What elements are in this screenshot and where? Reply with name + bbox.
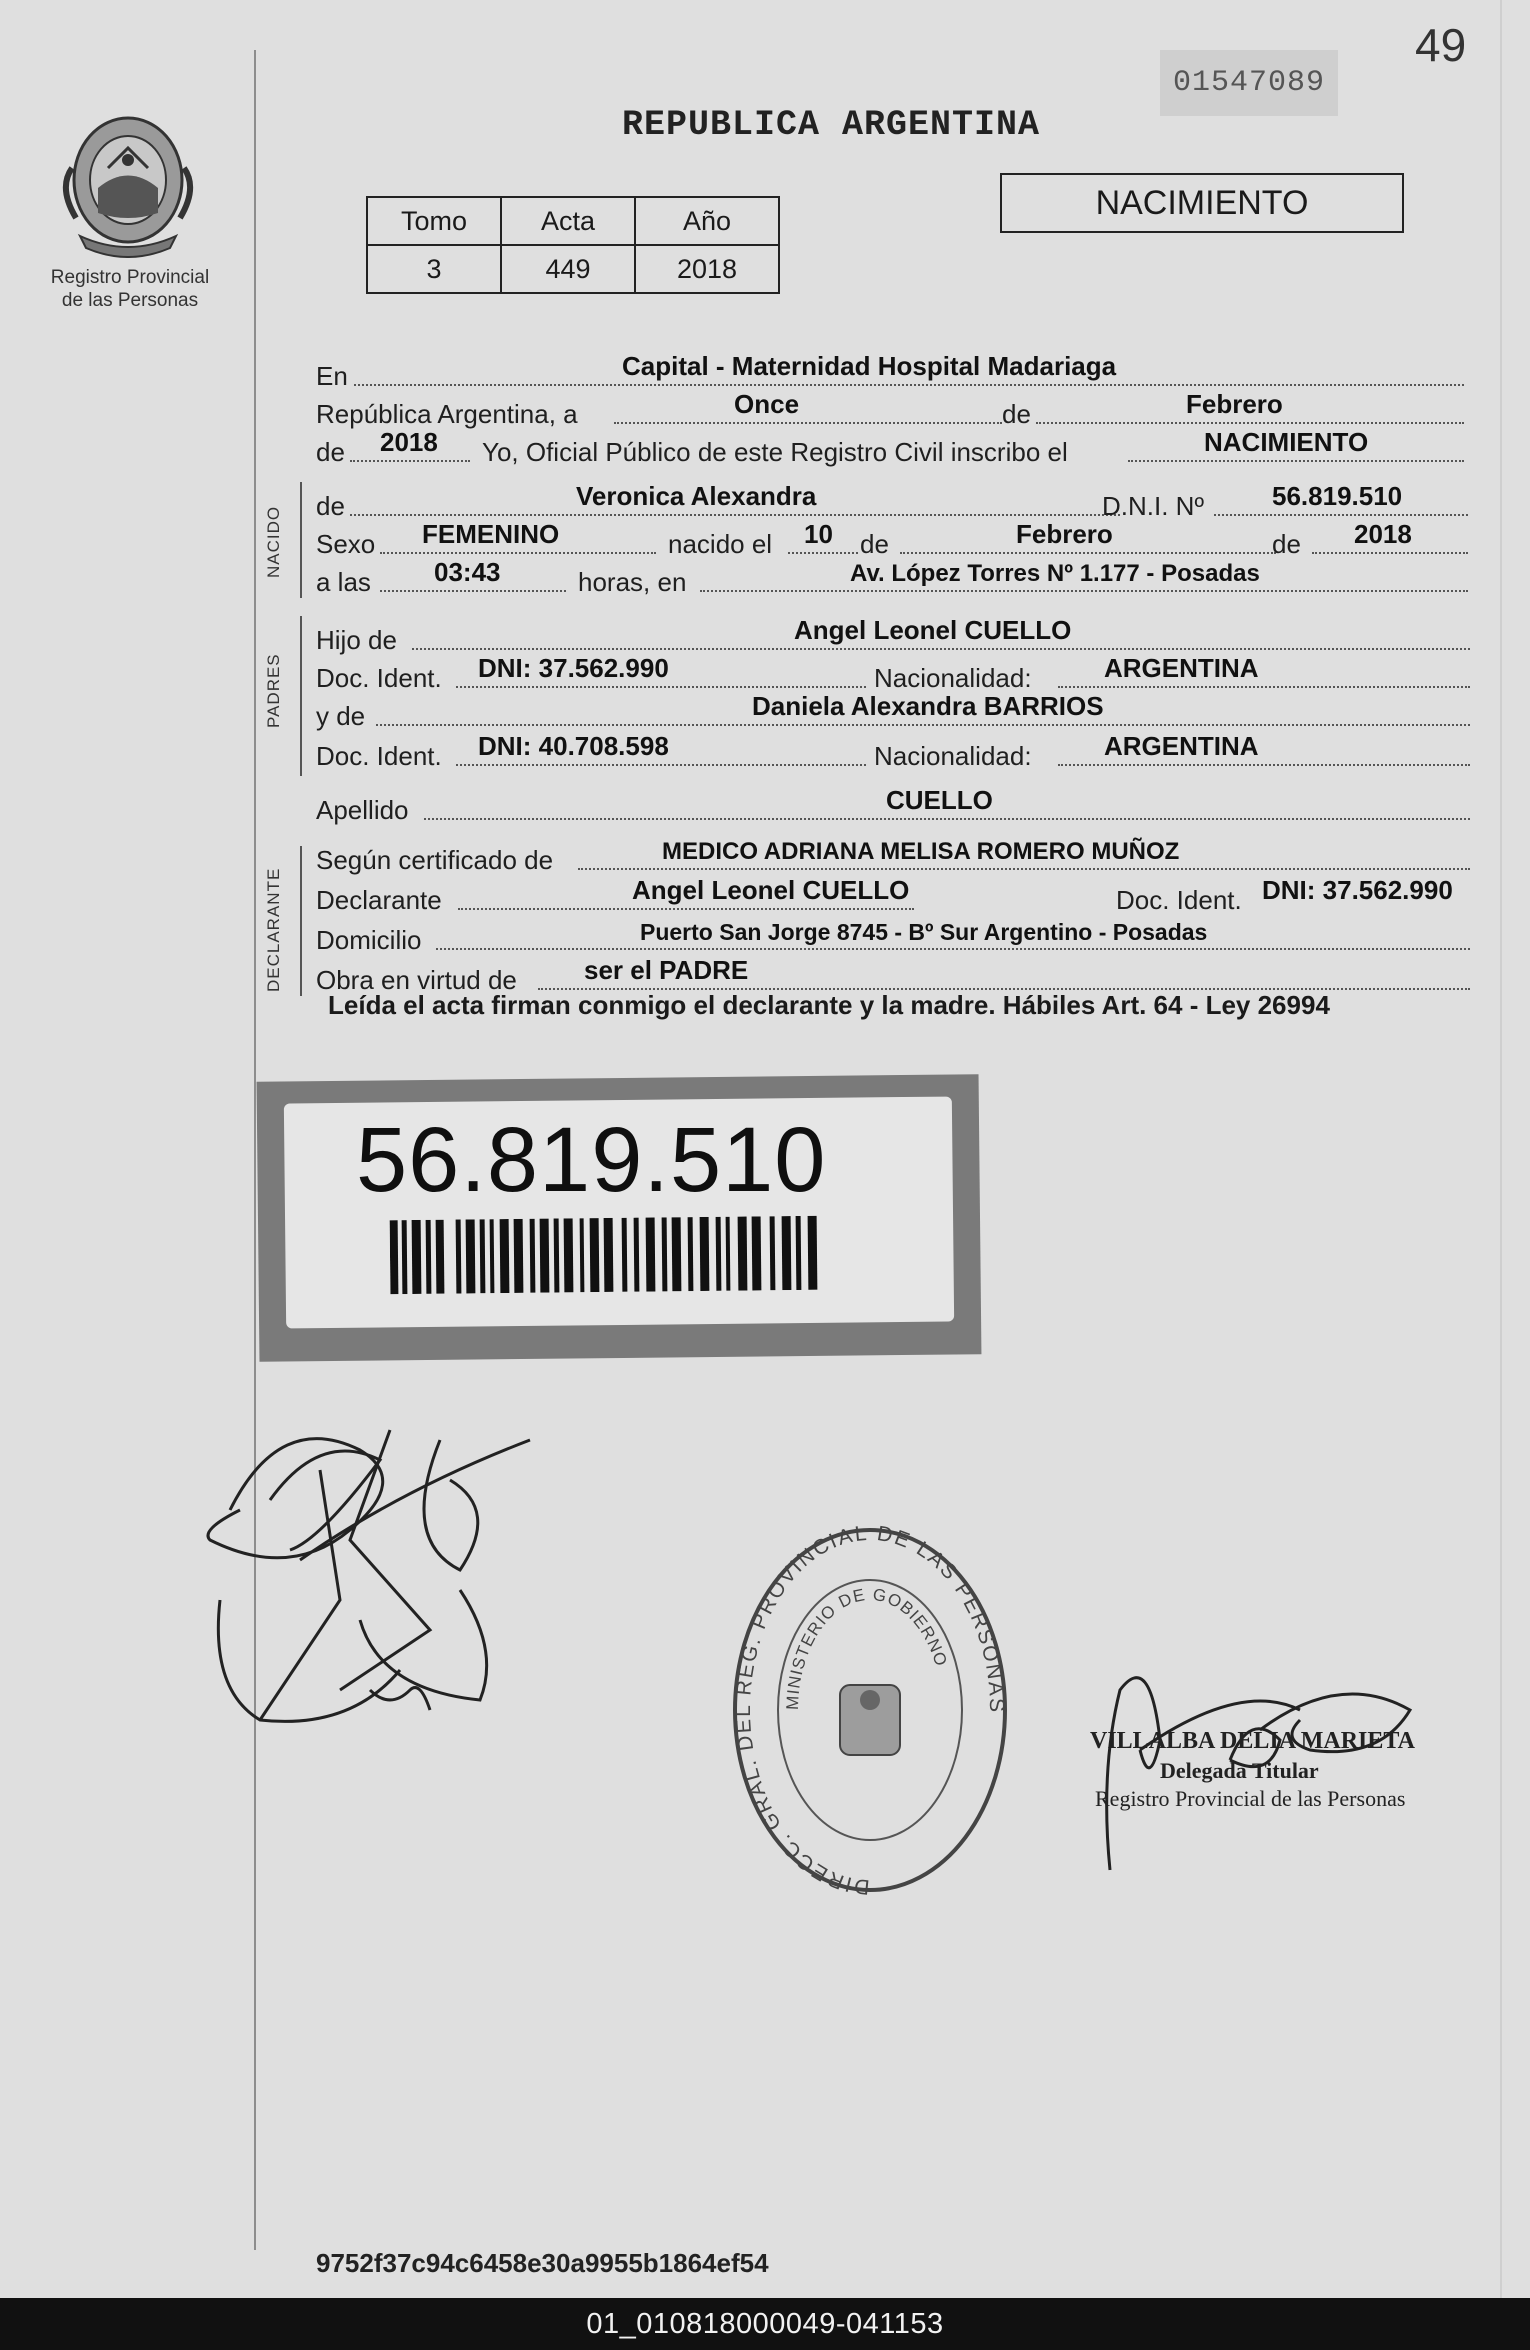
mother-doc-value: DNI: 40.708.598 [478, 731, 669, 761]
nacido-el-label: nacido el [668, 529, 773, 559]
mother-doc-label: Doc. Ident. [316, 741, 442, 771]
surname-value: CUELLO [886, 785, 993, 815]
inscribo-value: NACIMIENTO [1204, 427, 1369, 457]
obra-label: Obra en virtud de [316, 965, 517, 995]
alas-label: a las [316, 567, 371, 597]
declarant-doc-label: Doc. Ident. [1116, 885, 1242, 915]
margin-line [254, 50, 256, 2250]
dotted-rule [380, 552, 656, 554]
hijo-label: Hijo de [316, 625, 397, 655]
dotted-rule [456, 764, 866, 766]
barcode-icon [390, 1216, 821, 1294]
dotted-rule [700, 590, 1468, 592]
scan-footer-id: 01_010818000049-041153 [0, 2298, 1530, 2350]
birth-year-value: 2018 [1354, 519, 1412, 549]
official-stamp-role: Delegada Titular [1160, 1758, 1319, 1783]
birth-de-label-2: de [1272, 529, 1301, 559]
page-edge-line [1500, 0, 1502, 2298]
date-line [316, 389, 1470, 430]
time-value: 03:43 [434, 557, 501, 587]
oficial-text: Yo, Oficial Público de este Registro Civil inscribo el [482, 437, 1068, 467]
child-dni-value: 56.819.510 [1272, 481, 1403, 511]
cert-label: Según certificado de [316, 845, 554, 875]
father-name-value: Angel Leonel CUELLO [794, 615, 1072, 645]
republica-label: República Argentina, a [316, 399, 578, 429]
dotted-rule [350, 460, 470, 462]
registry-line-1: Registro Provincial [50, 267, 210, 288]
declarant-name-value: Angel Leonel CUELLO [632, 875, 910, 905]
child-name-line [316, 481, 1470, 522]
declarant-signature [200, 1390, 560, 1780]
dotted-rule [788, 552, 858, 554]
dotted-rule [1214, 514, 1468, 516]
day-words-value: Once [734, 389, 800, 419]
mother-nationality-label: Nacionalidad: [874, 741, 1032, 771]
dotted-rule [900, 552, 1276, 554]
province-crest-icon [58, 108, 198, 258]
place-value: Capital - Maternidad Hospital Madariaga [622, 351, 1117, 381]
official-stamp-registry: Registro Provincial de las Personas [1095, 1786, 1406, 1811]
document-hash: 9752f37c94c6458e30a9955b1864ef54 [316, 2248, 769, 2278]
address-line [316, 920, 1470, 956]
sexo-label: Sexo [316, 529, 376, 559]
place-line [316, 351, 1470, 392]
dotted-rule [456, 686, 866, 688]
father-doc-line [316, 653, 1470, 694]
en-label: En [316, 361, 348, 391]
barcode-number: 56.819.510 [356, 1109, 827, 1211]
seal-outer-text: DIRECC. GRAL. DEL REG. PROVINCIAL DE LAS PERSONAS [732, 1521, 1009, 1899]
dotted-rule [412, 648, 1470, 650]
padres-bracket [300, 616, 302, 776]
certificate-line [316, 840, 1470, 876]
record-type-box: NACIMIENTO [1000, 173, 1404, 233]
father-name-line [316, 615, 1470, 656]
de-label-2: de [316, 437, 345, 467]
declarante-bracket [300, 846, 302, 996]
father-nationality-label: Nacionalidad: [874, 663, 1032, 693]
ano-value: 2018 [635, 245, 779, 293]
padres-side-label: PADRES [264, 653, 283, 728]
dotted-rule [354, 384, 1464, 386]
mother-name-value: Daniela Alexandra BARRIOS [752, 691, 1104, 721]
dotted-rule [578, 868, 1470, 870]
de-label: de [1002, 399, 1031, 429]
de-label-3: de [316, 491, 345, 521]
apellido-label: Apellido [316, 795, 409, 825]
father-doc-label: Doc. Ident. [316, 663, 442, 693]
acta-header: Acta [501, 197, 635, 245]
registry-line-2: de las Personas [61, 290, 199, 311]
address-value: Puerto San Jorge 8745 - Bº Sur Argentino - Posadas [640, 919, 1208, 945]
surname-line [316, 785, 1470, 826]
dotted-rule [1128, 460, 1464, 462]
mother-nationality-value: ARGENTINA [1104, 731, 1259, 761]
ano-header: Año [635, 197, 779, 245]
country-title: REPUBLICA ARGENTINA [622, 105, 1041, 145]
year-value: 2018 [380, 427, 438, 457]
yde-label: y de [316, 701, 366, 731]
birth-place-value: Av. López Torres Nº 1.177 - Posadas [850, 560, 1260, 587]
inscription-line [316, 427, 1470, 468]
mother-name-line [316, 691, 1470, 732]
book-reference-table [366, 196, 780, 294]
dotted-rule [614, 422, 1002, 424]
father-doc-value: DNI: 37.562.990 [478, 653, 669, 683]
registry-label [30, 266, 230, 312]
dotted-rule [458, 908, 914, 910]
declarant-doc-value: DNI: 37.562.990 [1262, 875, 1453, 905]
time-place-line [316, 557, 1470, 598]
declarant-name-line [316, 875, 1470, 916]
dotted-rule [380, 590, 566, 592]
dotted-rule [424, 818, 1470, 820]
dotted-rule [1058, 764, 1470, 766]
dotted-rule [350, 514, 1120, 516]
dotted-rule [1036, 422, 1464, 424]
father-nationality-value: ARGENTINA [1104, 653, 1259, 683]
serial-number: 01547089 [1160, 50, 1338, 116]
official-stamp-name: VILLALBA DELIA MARIETA [1090, 1728, 1415, 1754]
nacido-bracket [300, 482, 302, 598]
birth-de-label: de [860, 529, 889, 559]
domicilio-label: Domicilio [316, 925, 422, 955]
reason-value: ser el PADRE [584, 955, 749, 985]
birth-month-value: Febrero [1016, 519, 1113, 549]
mother-doc-line [316, 731, 1470, 772]
official-seal [720, 1510, 1020, 1910]
dni-label: D.N.I. Nº [1102, 491, 1204, 521]
dotted-rule [376, 724, 1470, 726]
declarante-side-label: DECLARANTE [264, 867, 283, 992]
certificate-value: MEDICO ADRIANA MELISA ROMERO MUÑOZ [662, 838, 1180, 865]
declarante-label: Declarante [316, 885, 442, 915]
tomo-header: Tomo [367, 197, 501, 245]
dotted-rule [1312, 552, 1468, 554]
birth-day-value: 10 [804, 519, 833, 549]
dotted-rule [1058, 686, 1470, 688]
sex-line [316, 519, 1470, 560]
acta-value: 449 [501, 245, 635, 293]
month-value: Febrero [1186, 389, 1283, 419]
closing-note: Leída el acta firman conmigo el declarante y la madre. Hábiles Art. 64 - Ley 26994 [328, 990, 1330, 1020]
sex-value: FEMENINO [422, 519, 560, 549]
horas-label: horas, en [578, 567, 687, 597]
tomo-value: 3 [367, 245, 501, 293]
child-name-value: Veronica Alexandra [576, 481, 817, 511]
dotted-rule [436, 948, 1470, 950]
seal-inner-text: MINISTERIO DE GOBIERNO [782, 1584, 951, 1711]
nacido-side-label: NACIDO [264, 505, 283, 578]
page-number: 49 [1415, 19, 1467, 71]
